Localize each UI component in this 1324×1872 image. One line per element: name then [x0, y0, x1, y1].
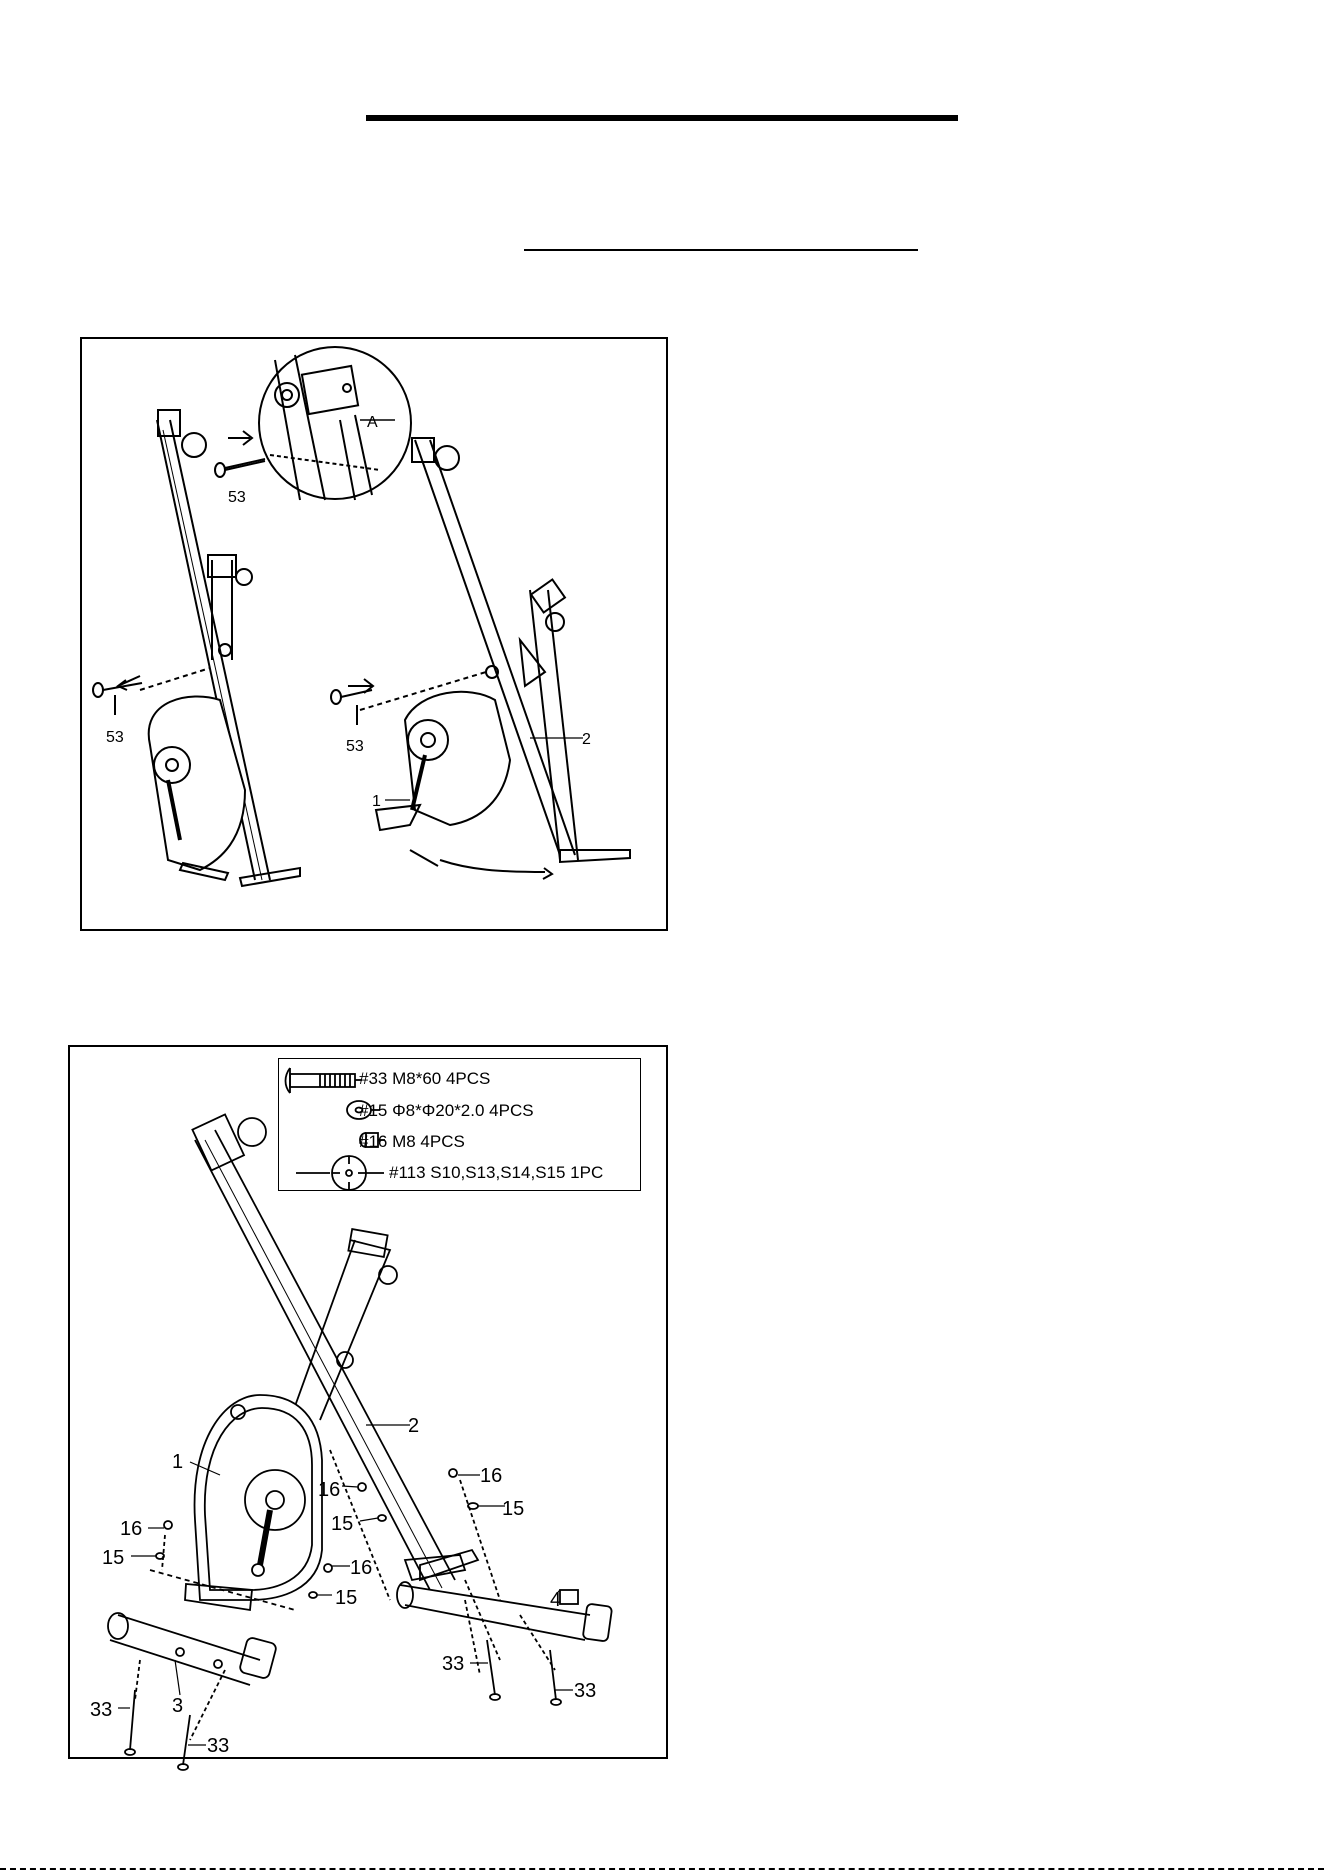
acorn-nut-icon — [360, 1133, 385, 1147]
callout-front-stabilizer-3: 3 — [172, 1695, 184, 1717]
callout-nut-16-b: 16 — [318, 1479, 341, 1501]
part-label-16: #16 M8 4PCS — [359, 1132, 465, 1151]
callout-washer-15-d: 15 — [335, 1587, 358, 1609]
callout-upright-2: 2 — [408, 1415, 420, 1437]
callout-washer-15-a: 15 — [102, 1547, 125, 1569]
bolt-33-a — [125, 1690, 135, 1755]
bolt-33-b — [178, 1715, 190, 1770]
wrench-tool-icon — [296, 1156, 384, 1190]
front-stabilizer — [108, 1613, 277, 1685]
callout-53-top: 53 — [228, 489, 246, 506]
callout-part-1: 1 — [372, 793, 381, 810]
bike-frame-flywheel — [185, 1395, 322, 1610]
callout-frame-1: 1 — [172, 1451, 184, 1473]
part-label-33: #33 M8*60 4PCS — [359, 1069, 491, 1088]
part-label-15: #15 Φ8*Φ20*2.0 4PCS — [359, 1101, 534, 1120]
callout-53-right: 53 — [346, 738, 364, 755]
callout-washer-15-c: 15 — [502, 1498, 525, 1520]
callout-bolt-33-a: 33 — [90, 1699, 113, 1721]
callout-nut-16-d: 16 — [350, 1557, 373, 1579]
callout-washer-15-b: 15 — [331, 1513, 354, 1535]
rear-stabilizer — [397, 1555, 612, 1642]
seat-post — [290, 1229, 397, 1420]
callout-bolt-33-b: 33 — [207, 1735, 230, 1757]
callout-53-left: 53 — [106, 729, 124, 746]
callout-detail-a: A — [367, 414, 378, 431]
bolt-33-c — [487, 1640, 500, 1700]
callout-bolt-33-d: 33 — [574, 1680, 597, 1702]
callout-bolt-33-c: 33 — [442, 1653, 465, 1675]
carriage-bolt-icon — [286, 1068, 363, 1093]
bolt-33-d — [550, 1650, 561, 1705]
part-label-113: #113 S10,S13,S14,S15 1PC — [389, 1163, 604, 1182]
washer-icon — [347, 1101, 380, 1119]
callout-nut-16-c: 16 — [480, 1465, 503, 1487]
page-bottom-edge — [0, 1868, 1324, 1870]
callout-part-2: 2 — [582, 731, 591, 748]
callout-rear-stabilizer-4: 4 — [550, 1589, 562, 1611]
callout-nut-16-a: 16 — [120, 1518, 143, 1540]
